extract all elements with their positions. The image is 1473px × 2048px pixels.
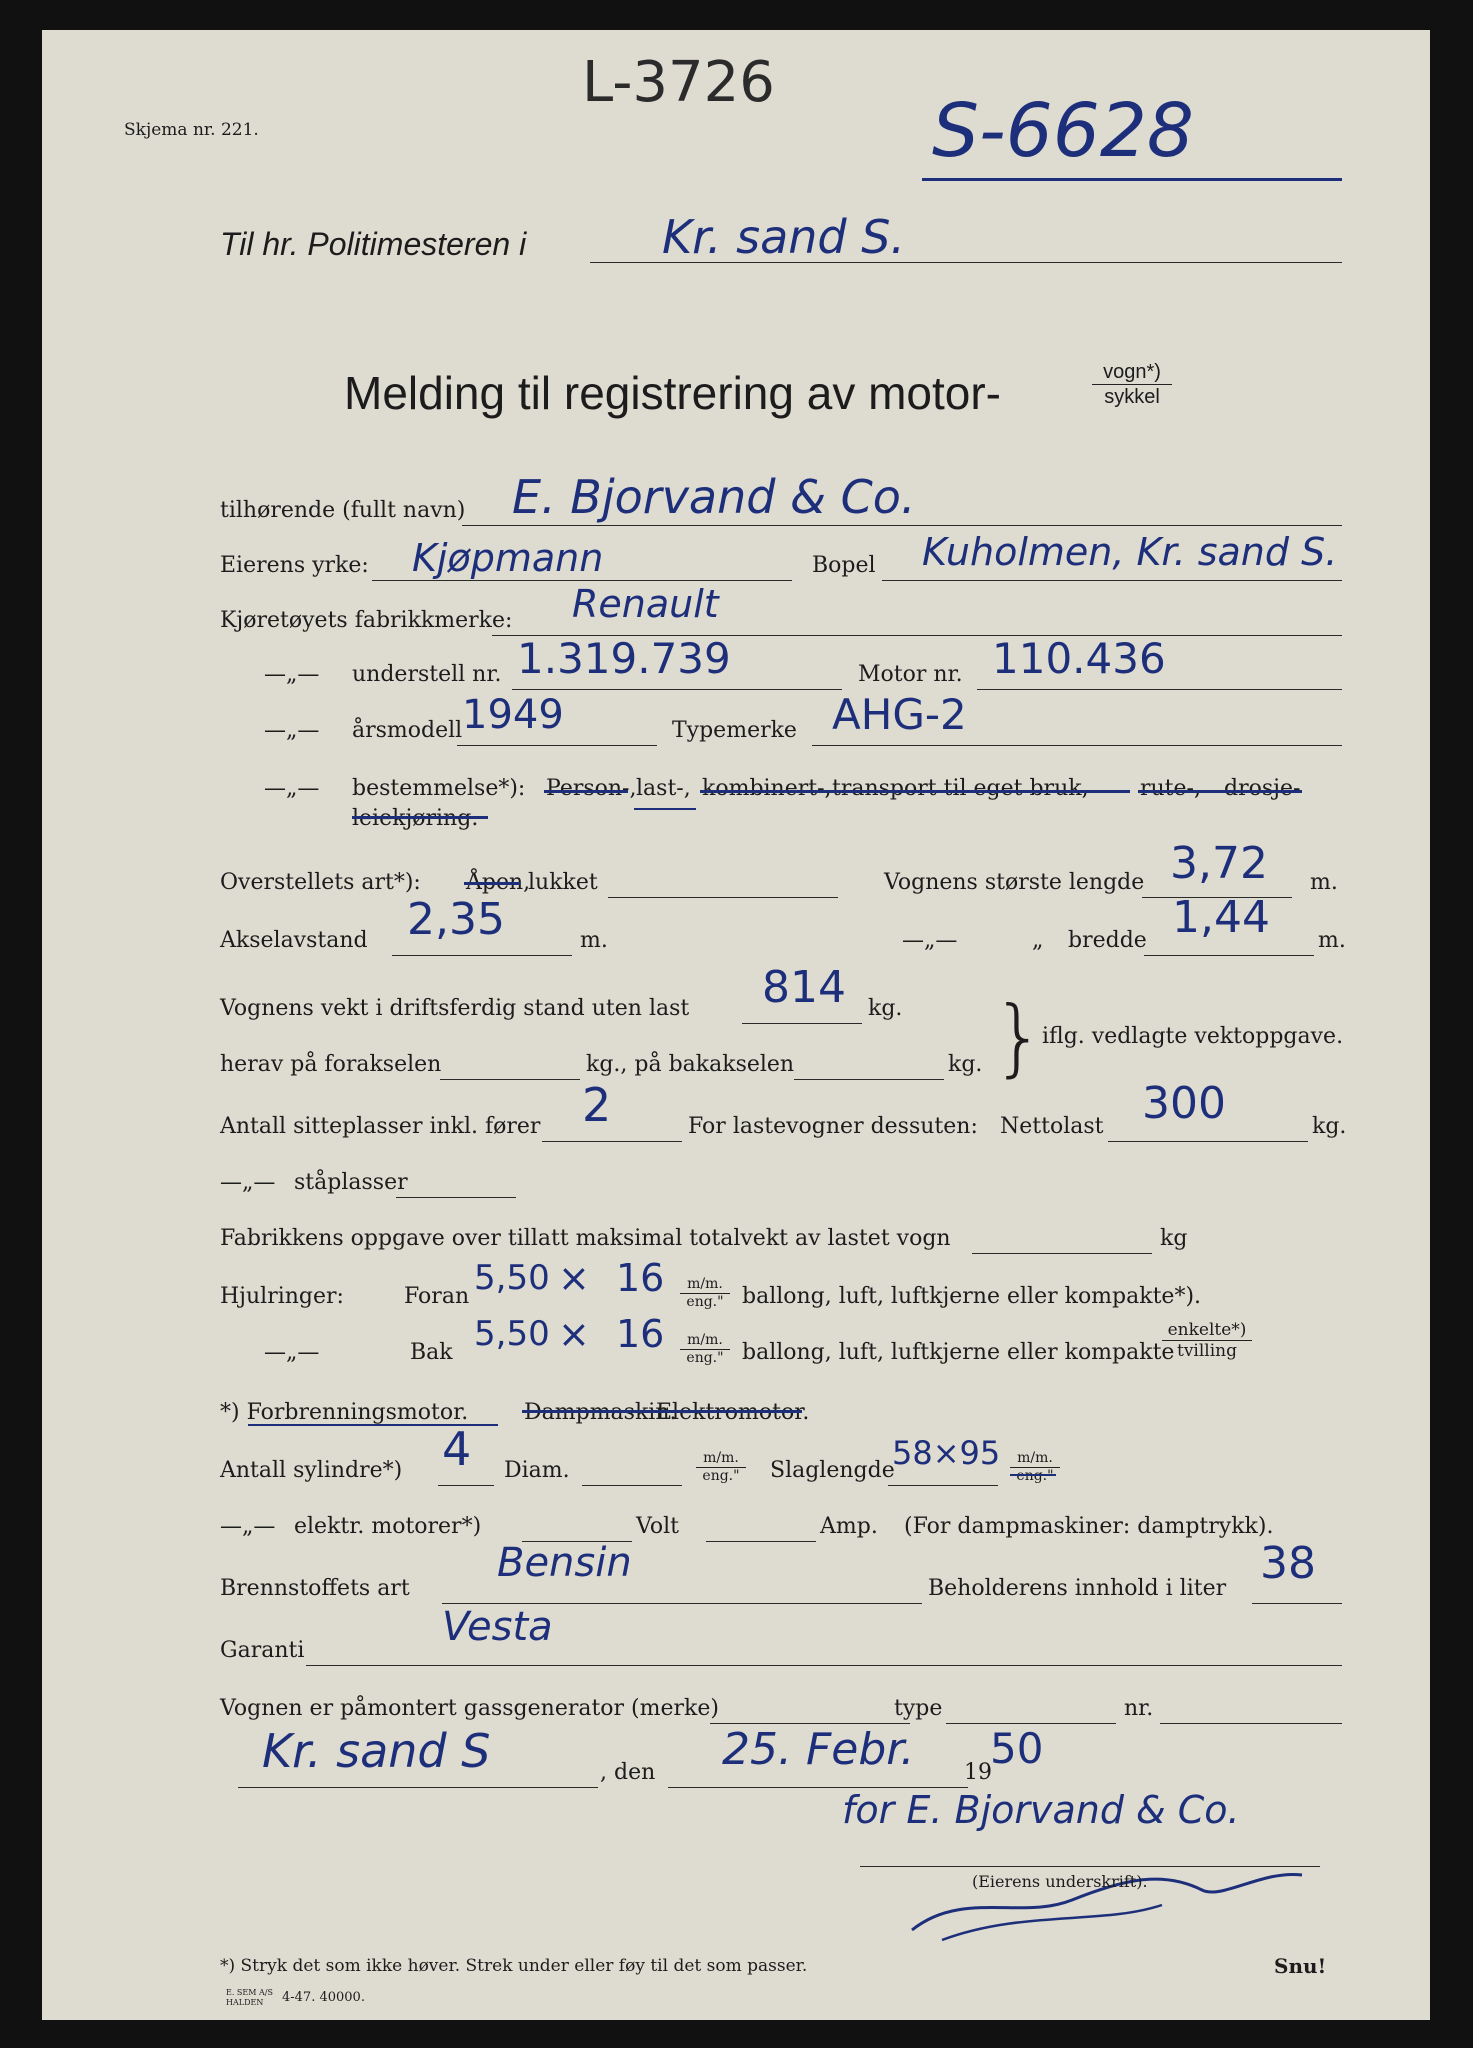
netload-unit: kg. [1312, 1114, 1347, 1139]
strike-leie [352, 816, 488, 819]
registration-number-underline [922, 178, 1342, 181]
footnote: *) Stryk det som ikke høver. Strek under eller føy til det som passer. [220, 1956, 808, 1976]
turn-over: Snu! [1274, 1954, 1327, 1978]
fuel-label: Brennstoffets art [220, 1576, 410, 1601]
cylinders-line [438, 1485, 494, 1486]
guarantee-line [306, 1665, 1342, 1666]
form-title: Melding til registrering av motor- [344, 367, 1002, 419]
chassis-line [512, 689, 842, 690]
front-tire-unit: m/m. eng." [680, 1276, 730, 1311]
wheelbase-line [392, 955, 572, 956]
max-weight-label: Fabrikkens oppgave over tillatt maksimal totalvekt av lastet vogn [220, 1226, 951, 1251]
motor-combustion: *) Forbrenningsmotor. [220, 1400, 469, 1425]
purpose-transport: transport til eget bruk, [832, 776, 1089, 801]
archive-reference: L-3726 [582, 50, 775, 115]
stroke-unit: m/m. eng." [1010, 1450, 1060, 1485]
front-tire-width: 5,50 [474, 1258, 550, 1298]
owner-name: E. Bjorvand & Co. [512, 470, 916, 524]
purpose-drosje: drosje- [1224, 776, 1301, 801]
printer-name: E. SEM A/S [226, 1988, 273, 1997]
max-weight-line [972, 1253, 1152, 1254]
motor-line [977, 689, 1342, 690]
purpose-label: bestemmelse*): [352, 776, 526, 801]
tank-line [1252, 1603, 1342, 1604]
registration-form [42, 30, 1430, 2020]
single-twin-fraction: enkelte*) tvilling [1162, 1320, 1252, 1361]
amp-label: Amp. [820, 1514, 878, 1539]
owner-label: tilhørende (fullt navn) [220, 498, 466, 523]
length-value: 3,72 [1170, 838, 1268, 889]
electric-motors-label: elektr. motorer*) [294, 1514, 482, 1539]
ditto-rear-tire: —„— [264, 1340, 320, 1365]
rear-tire-times: × [558, 1312, 590, 1356]
make-value: Renault [572, 582, 719, 626]
chassis-label: understell nr. [352, 662, 502, 687]
police-district: Kr. sand S. [662, 210, 906, 264]
diam-label: Diam. [504, 1458, 570, 1483]
width-quote: „ [1032, 928, 1044, 953]
ditto-year: —„— [264, 718, 320, 743]
standing-label: ståplasser [294, 1170, 408, 1195]
width-line [1144, 955, 1314, 956]
body-apen: Åpen, [466, 870, 531, 895]
front-tire-times: × [558, 1256, 590, 1300]
width-unit: m. [1318, 928, 1346, 953]
wheelbase-unit: m. [580, 928, 608, 953]
motor-electric: Elektromotor. [656, 1400, 810, 1425]
fuel-value: Bensin [497, 1540, 632, 1586]
gas-nr-label: nr. [1124, 1696, 1154, 1721]
ditto-chassis: —„— [264, 662, 320, 687]
steam-note: (For dampmaskiner: damptrykk). [904, 1514, 1274, 1539]
rear-axle-unit: kg. [948, 1052, 983, 1077]
purpose-last: last-, [636, 776, 691, 801]
signature-line [860, 1866, 1320, 1867]
front-tire-types: ballong, luft, luftkjerne eller kompakte*). [742, 1284, 1202, 1309]
width-label: bredde [1068, 928, 1147, 953]
purpose-leie: leiekjøring. [352, 806, 479, 831]
seats-label: Antall sitteplasser inkl. fører [220, 1114, 541, 1139]
weight-value: 814 [762, 962, 846, 1013]
rear-tire-diameter: 16 [616, 1312, 665, 1356]
ditto-purpose: —„— [264, 776, 320, 801]
date-value: 25. Febr. [722, 1724, 915, 1775]
strike-stroke-eng [1010, 1474, 1056, 1476]
occupation-value: Kjøpmann [412, 536, 604, 580]
width-value: 1,44 [1172, 892, 1270, 943]
rear-tire-types: ballong, luft, luftkjerne eller kompakte [742, 1340, 1175, 1365]
weight-note: iflg. vedlagte vektoppgave. [1042, 1024, 1344, 1049]
tank-label: Beholderens innhold i liter [928, 1576, 1227, 1601]
weight-line [742, 1023, 862, 1024]
seats-line [542, 1141, 682, 1142]
seats-value: 2 [582, 1078, 612, 1132]
printer-code: 4-47. 40000. [282, 1990, 365, 2005]
gas-nr-line [1160, 1723, 1342, 1724]
year-model: 1949 [462, 692, 564, 738]
purpose-rute: rute-, [1140, 776, 1201, 801]
tank-value: 38 [1260, 1538, 1316, 1589]
front-axle-label: herav på forakselen [220, 1052, 442, 1077]
schema-number: Skjema nr. 221. [124, 120, 259, 140]
freight-label: For lastevogner dessuten: [688, 1114, 978, 1139]
place-value: Kr. sand S [262, 1724, 491, 1778]
stroke-line [888, 1485, 998, 1486]
chassis-number: 1.319.739 [517, 634, 731, 683]
printer-town: HALDEN [226, 1998, 264, 2007]
signature-caption: (Eierens underskrift). [972, 1872, 1148, 1891]
rear-tire-label: Bak [410, 1340, 453, 1365]
strike-rute-drosje [1138, 790, 1302, 793]
brace: } [992, 988, 1046, 1086]
year-label: årsmodell [352, 718, 463, 743]
cylinders-label: Antall sylindre*) [220, 1458, 403, 1483]
strike-person [544, 790, 628, 793]
rear-tire-width: 5,50 [474, 1314, 550, 1354]
occupation-label: Eierens yrke: [220, 553, 369, 578]
front-tire-diameter: 16 [616, 1256, 665, 1300]
wheelbase-value: 2,35 [407, 894, 505, 945]
weight-unit: kg. [868, 996, 903, 1021]
body-label: Overstellets art*): [220, 870, 421, 895]
underline-last [634, 808, 696, 810]
ditto-width: —„— [902, 928, 958, 953]
diam-unit: m/m. eng." [696, 1450, 746, 1485]
strike-apen [464, 882, 520, 885]
rear-axle-label: kg., på bakakselen [586, 1052, 795, 1077]
occupation-line [372, 580, 792, 581]
motor-steam: Dampmaskin. [524, 1400, 677, 1425]
max-weight-unit: kg [1160, 1226, 1188, 1251]
volt-label: Volt [636, 1514, 679, 1539]
rear-tire-unit: m/m. eng." [680, 1332, 730, 1367]
year-line [457, 745, 657, 746]
year-prefix: 19 [964, 1760, 992, 1785]
type-label: Typemerke [672, 718, 797, 743]
front-tire-label: Foran [404, 1284, 470, 1309]
body-line [608, 897, 838, 898]
diam-line [582, 1485, 682, 1486]
guarantee-value: Vesta [442, 1604, 553, 1650]
strike-steam-electric [522, 1410, 802, 1413]
volt-line [706, 1541, 816, 1542]
residence-value: Kuholmen, Kr. sand S. [922, 530, 1338, 574]
ditto-standing: —„— [220, 1170, 276, 1195]
residence-label: Bopel [812, 553, 876, 578]
rear-axle-line [794, 1079, 944, 1080]
motor-number: 110.436 [992, 634, 1166, 683]
place-line [238, 1787, 598, 1788]
ditto-electric: —„— [220, 1514, 276, 1539]
gas-type-label: type [894, 1696, 943, 1721]
gas-generator-label: Vognen er påmontert gassgenerator (merke) [220, 1696, 719, 1721]
type-mark: AHG-2 [832, 690, 967, 739]
addressee-label: Til hr. Politimesteren i [220, 226, 527, 262]
date-prefix: , den [600, 1760, 656, 1785]
netload-line [1108, 1141, 1308, 1142]
length-label: Vognens største lengde [884, 870, 1145, 895]
purpose-kombinert: kombinert-, [702, 776, 832, 801]
type-line [812, 745, 1342, 746]
weight-label: Vognens vekt i driftsferdig stand uten last [220, 996, 690, 1021]
netload-value: 300 [1142, 1078, 1226, 1129]
year-suffix: 50 [990, 1724, 1044, 1773]
motor-label: Motor nr. [858, 662, 963, 687]
front-axle-line [440, 1079, 580, 1080]
wheelbase-label: Akselavstand [220, 928, 368, 953]
make-label: Kjøretøyets fabrikkmerke: [220, 608, 513, 633]
length-unit: m. [1310, 870, 1338, 895]
registration-number: S-6628 [932, 88, 1194, 174]
stroke-label: Slaglengde [770, 1458, 895, 1483]
standing-line [396, 1197, 516, 1198]
owner-line [462, 525, 1342, 526]
residence-line [882, 580, 1342, 581]
guarantee-label: Garanti [220, 1638, 305, 1663]
cylinders-value: 4 [442, 1422, 472, 1476]
title-fraction: vogn*) sykkel [1092, 360, 1172, 409]
strike-kombinert-transport [700, 790, 1130, 793]
purpose-person: Person-, [546, 776, 637, 801]
netload-label: Nettolast [1000, 1114, 1104, 1139]
signature-company: for E. Bjorvand & Co. [842, 1788, 1240, 1832]
stroke-value: 58×95 [892, 1434, 1001, 1472]
tires-label: Hjulringer: [220, 1284, 344, 1309]
body-lukket: lukket [528, 870, 598, 895]
